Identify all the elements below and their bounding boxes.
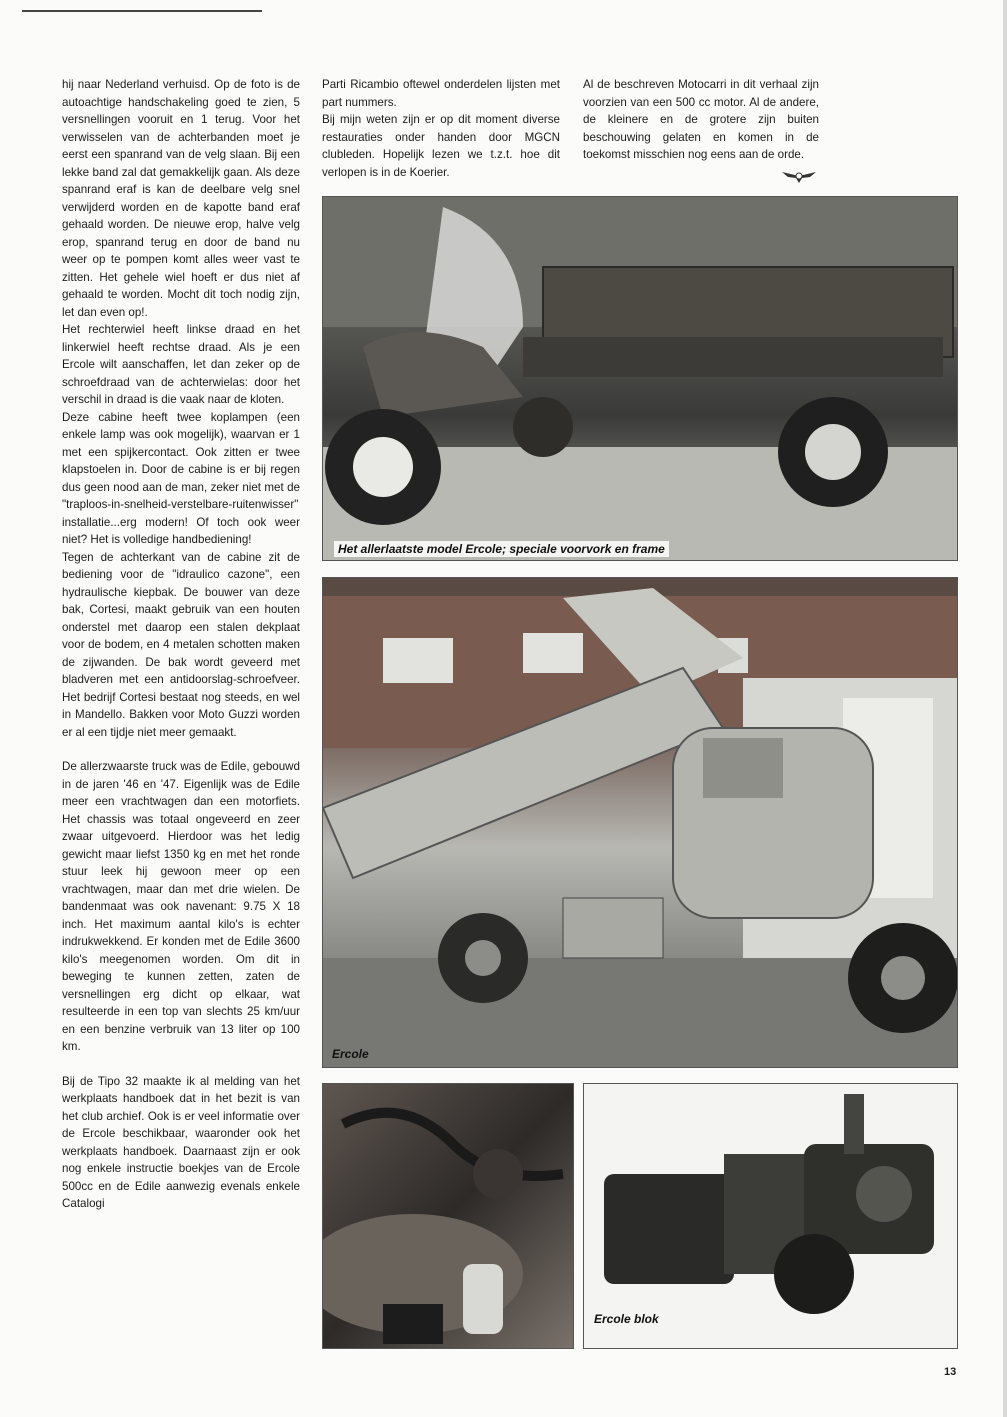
text-column-3	[583, 76, 819, 164]
paragraph: Bij mijn weten zijn er op dit moment diverse restauraties onder handen door MGCN clubleden. Hopelijk lezen we t.z.t. hoe dit verlopen is in de Koerier.	[322, 113, 560, 179]
photo-ercole-tipper	[322, 577, 958, 1068]
paragraph: De allerzwaarste truck was de Edile, gebouwd in de jaren '46 en '47. Eigenlijk was de Edile meer een vrachtwagen dan een motorfiets. Het chassis was totaal ongeveerd en zeer zwaar uitgevoerd. Hierdoor was het ledig gewicht maar liefst 1350 kg en met het ronde stuur leek hij gewoon meer op een vrachtwagen, maar dan met drie wielen. De bandenmaat was ook navenant: 9.75 X 18 inch. Het maximum aantal kilo's is echter indrukwekkend. Er konden met de Edile 3600 kilo's meegenomen worden. Om dit in beweging te kunnen zetten, zaten de versnellingen erg dicht op elkaar, wat resulteerde in een top van slechts 25 km/uur en een benzine verbruik van 13 liter op 100 km.	[62, 760, 300, 1053]
photo-caption: Het allerlaatste model Ercole; speciale voorvork en frame	[334, 541, 669, 557]
paragraph: Parti Ricambio oftewel onderdelen lijsten met part nummers.	[322, 78, 560, 109]
photo-handlebar-detail	[322, 1083, 574, 1349]
photo-caption: Ercole blok	[594, 1312, 659, 1326]
page-edge	[1003, 0, 1007, 1417]
top-rule	[22, 10, 262, 12]
paragraph: hij naar Nederland verhuisd. Op de foto is de autoachtige handschakeling goed te zien, 5 versnellingen vooruit en 1 terug. Voor het verwisselen van de achterbanden moet je eerst een spanrand van de velg slaan. Bij een lekke band zal dat gemakkelijk gaan. Als deze spanrand eraf is kan de deelbare velg snel verwijderd worden en de kapotte band eraf gehaald worden. De nieuwe erop, halve velg erop, spanrand terug en door de band nu weer op te pompen komt alles weer vast te zitten. Het gehele wiel hoeft er dus niet af gehaald te worden. Mocht dit toch nodig zijn, let dan even op!.	[62, 78, 300, 319]
photo-caption: Ercole	[332, 1047, 369, 1061]
paragraph: Al de beschreven Motocarri in dit verhaal zijn voorzien van een 500 cc motor. Al de andere, de kleinere en de grotere zijn buiten beschouwing gelaten en komen in de toekomst misschien nog eens aan de orde.	[583, 78, 819, 161]
text-column-1	[62, 76, 300, 1213]
moto-guzzi-eagle-icon	[782, 168, 816, 189]
text-column-2	[322, 76, 560, 181]
paragraph: Tegen de achterkant van de cabine zit de bediening voor de "idraulico cazone", een hydraulische kiepbak. De bouwer van deze bak, Cortesi, maakt gebruik van een houten onderstel met daarop een stalen dekplaat voor de bodem, en 4 metalen schotten maken de zijwanden. De bak wordt geveerd met bladveren met een antidoorslag-schroefveer. Het bedrijf Cortesi bestaat nog steeds, en wel in Mandello. Bakken voor Moto Guzzi worden er al een tijdje niet meer gemaakt.	[62, 550, 300, 739]
photo-ercole-last-model	[322, 196, 958, 561]
paragraph: Bij de Tipo 32 maakte ik al melding van het werkplaats handboek dat in het bezit is van het club archief. Ook is er veel informatie over de Ercole beschikbaar, waaronder ook het werkplaats handboek. Daarnaast zijn er ook nog enkele instructie boekjes van de Ercole 500cc en de Edile aanwezig evenals enkele Catalogi	[62, 1074, 300, 1210]
page-number: 13	[944, 1366, 957, 1378]
paragraph: Het rechterwiel heeft linkse draad en het linkerwiel heeft rechtse draad. Als je een Ercole wilt aanschaffen, let dan zeker op de schroefdraad van de achterwielas: door het verschil in draad is die vaak naar de kloten.	[62, 323, 300, 406]
paragraph: Deze cabine heeft twee koplampen (een enkele lamp was ook mogelijk), waarvan er 1 met een spijkercontact. Ook zitten er twee klapstoelen in. Door de cabine is er bij regen dus geen nood aan de man, zeker niet met de "traploos-in-snelheid-verstelbare-ruitenwisser" installatie...erg modern! Of toch ook weer niet? Het is volledige handbediening!	[62, 410, 300, 546]
photo-ercole-engine-block	[583, 1083, 958, 1349]
